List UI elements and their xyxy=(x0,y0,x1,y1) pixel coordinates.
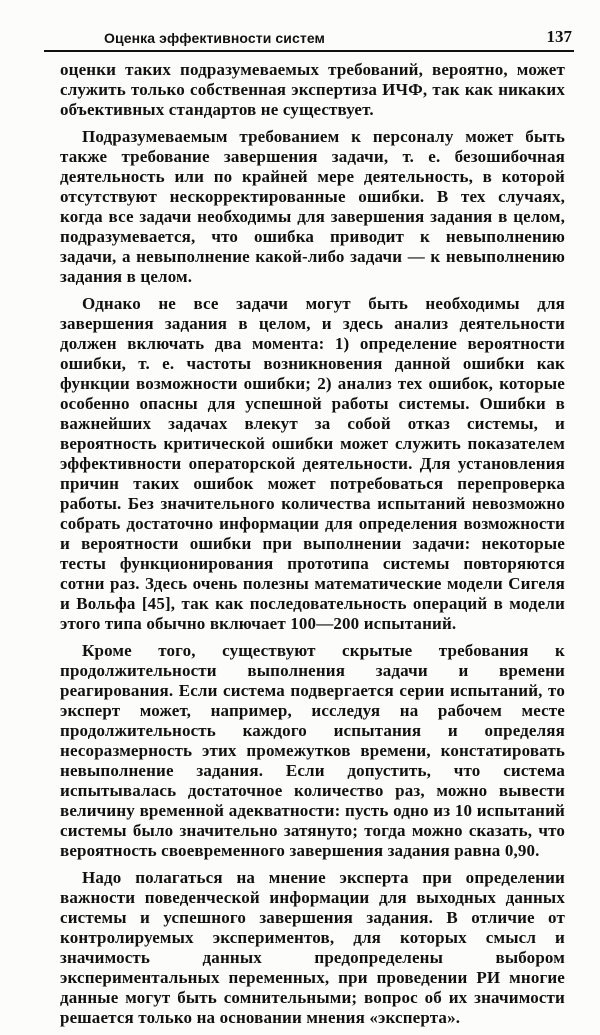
page-number: 137 xyxy=(546,27,572,46)
paragraph-continuation: оценки таких подразумеваемых требований, вероятно, может служить только собственная экспертиза ИЧФ, так как никаких объективных стандартов не существует. xyxy=(60,60,565,119)
paragraph-hidden-requirements: Кроме того, существуют скрытые требования к продолжительности выполнения задачи и времени реагирования. Если система подвергается серии испытаний, то эксперт может, например, исследуя на рабочем месте продолжительность каждого испытания и определяя несоразмерность этих промежутков времени, констатировать невыполнение задания. Если допустить, что система испытывалась достаточное количество раз, можно вывести величину временной адекватности: пусть одно из 10 испытаний системы было значительно затянуто; тогда можно сказать, что вероятность своевременного завершения задания равна 0,90. xyxy=(60,641,565,860)
paragraph-task-completion: Подразумеваемым требованием к персоналу может быть также требование завершения задачи, т. е. безошибочная деятельность или по крайней мере деятельность, в которой отсутствуют нескорректированные ошибки. В тех случаях, когда все задачи необходимы для завершения задания в целом, подразумевается, что ошибка приводит к невыполнению задачи, а невыполнение какой-либо задачи — к невыполнению задания в целом. xyxy=(60,127,565,286)
running-title: Оценка эффективности систем xyxy=(104,30,325,46)
body-text xyxy=(60,60,565,1035)
paragraph-error-analysis: Однако не все задачи могут быть необходимы для завершения задания в целом, и здесь анализ деятельности должен включать два момента: 1) определение вероятности ошибки, т. е. частоты возникновения данной ошибки как функции возможности ошибки; 2) анализ тех ошибок, которые особенно опасны для успешной работы системы. Ошибки в важнейших задачах влекут за собой отказ системы, и вероятность критической ошибки может служить показателем эффективности операторской деятельности. Для установления причин таких ошибок может потребоваться перепроверка работы. Без значительного количества испытаний невозможно собрать достаточно информации для определения возможности и вероятности ошибки при выполнении задачи: некоторые тесты функционирования прототипа системы повторяются сотни раз. Здесь очень полезны математические модели Сигеля и Вольфа [45], так как последовательность операций в модели этого типа обычно включает 100—200 испытаний. xyxy=(60,294,565,633)
paragraph-expert-opinion: Надо полагаться на мнение эксперта при определении важности поведенческой информации для выходных данных системы и успешного завершения задания. В отличие от контролируемых экспериментов, для которых смысл и значимость данных предопределены выбором экспериментальных переменных, при проведении РИ многие данные могут быть сомнительными; вопрос об их значимости решается только на основании мнения «эксперта». xyxy=(60,868,565,1027)
page-header xyxy=(44,20,574,52)
